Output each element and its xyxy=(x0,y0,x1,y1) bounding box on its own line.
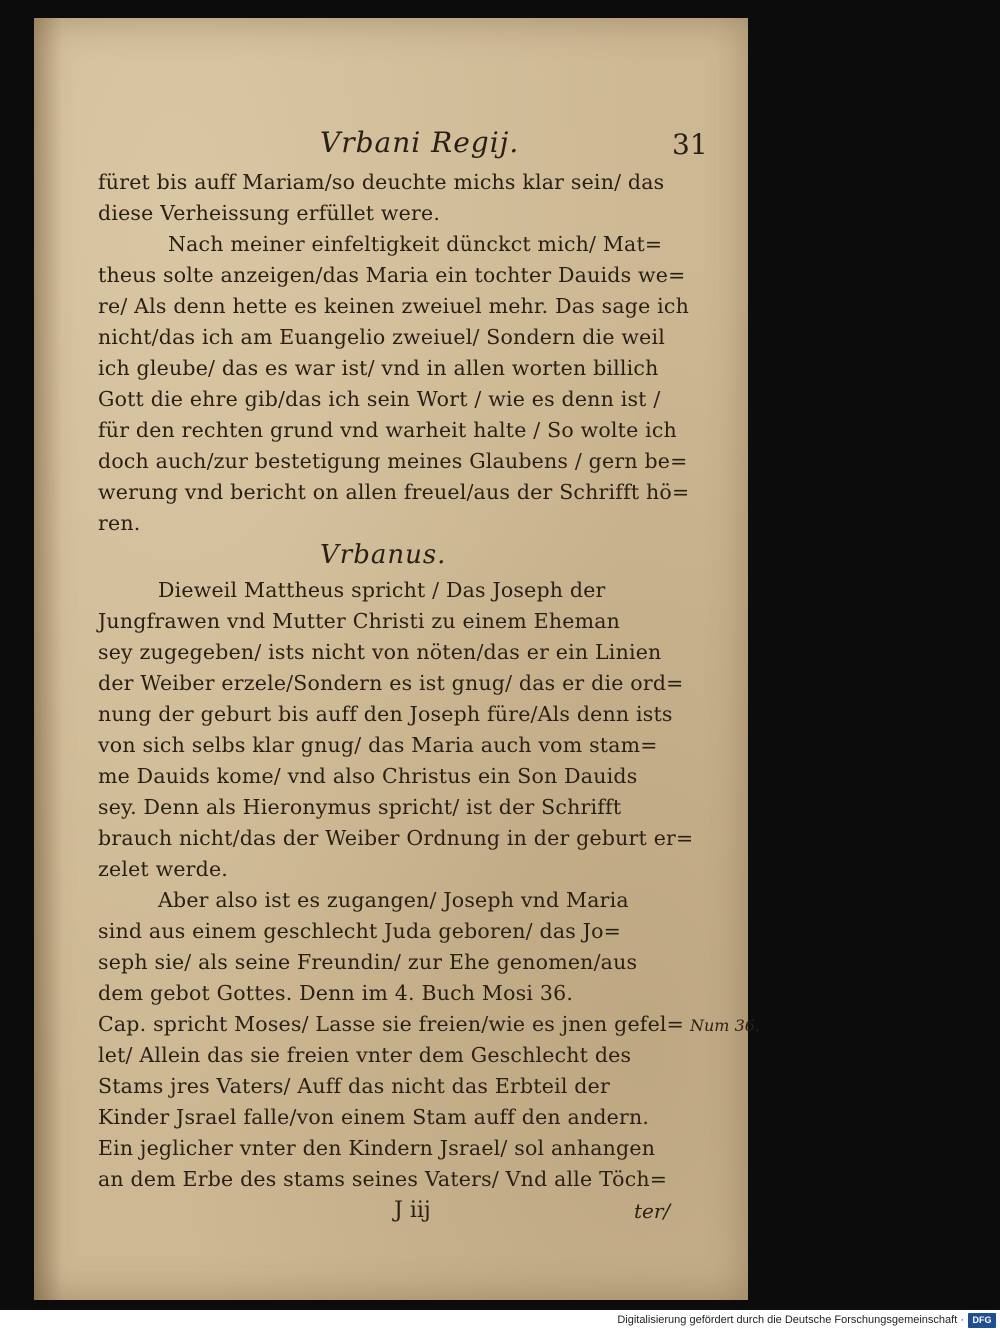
text-line: an dem Erbe des stams seines Vaters/ Vnd alle Töch= xyxy=(98,1167,668,1191)
dfg-logo: DFG xyxy=(968,1313,996,1328)
text-line: Ein jeglicher vnter den Kindern Jsrael/ sol anhangen xyxy=(98,1136,656,1160)
text-line: sey. Denn als Hieronymus spricht/ ist der Schrifft xyxy=(98,795,622,819)
text-line: ich gleube/ das es war ist/ vnd in allen worten billich xyxy=(98,356,659,380)
signature-mark: J iij xyxy=(394,1198,431,1223)
text-line: füret bis auff Mariam/so deuchte michs klar sein/ das xyxy=(98,170,665,194)
text-line: doch auch/zur bestetigung meines Glaubens / gern be= xyxy=(98,449,688,473)
text-line: diese Verheissung erfüllet were. xyxy=(98,201,441,225)
text-line: nicht/das ich am Euangelio zweiuel/ Sondern die weil xyxy=(98,325,665,349)
text-line: zelet werde. xyxy=(98,857,229,881)
text-line: ren. xyxy=(98,511,141,535)
text-line: dem gebot Gottes. Denn im 4. Buch Mosi 36. xyxy=(98,981,574,1005)
text-line: werung vnd bericht on allen freuel/aus der Schrifft hö= xyxy=(98,480,690,504)
text-line: let/ Allein das sie freien vnter dem Geschlecht des xyxy=(98,1043,632,1067)
catchword: ter/ xyxy=(634,1199,671,1223)
text-line: Kinder Jsrael falle/von einem Stam auff den andern. xyxy=(98,1105,650,1129)
text-line: Aber also ist es zugangen/ Joseph vnd Maria xyxy=(158,888,629,912)
text-line: seph sie/ als seine Freundin/ zur Ehe genomen/aus xyxy=(98,950,638,974)
text-line: Jungfrawen vnd Mutter Christi zu einem Eheman xyxy=(98,609,621,633)
text-line: der Weiber erzele/Sondern es ist gnug/ das er die ord= xyxy=(98,671,684,695)
page-number: 31 xyxy=(672,128,708,161)
text-line: Dieweil Mattheus spricht / Das Joseph der xyxy=(158,578,606,602)
text-line: re/ Als denn hette es keinen zweiuel mehr. Das sage ich xyxy=(98,294,689,318)
text-line: Nach meiner einfeltigkeit dünckct mich/ Mat= xyxy=(168,232,663,256)
text-line: Cap. spricht Moses/ Lasse sie freien/wie es jnen gefel= xyxy=(98,1012,685,1036)
text-line: nung der geburt bis auff den Joseph füre/Als denn ists xyxy=(98,702,673,726)
text-line: me Dauids kome/ vnd also Christus ein Son Dauids xyxy=(98,764,638,788)
text-line: sind aus einem geschlecht Juda geboren/ das Jo= xyxy=(98,919,622,943)
text-line: für den rechten grund vnd warheit halte / So wolte ich xyxy=(98,418,677,442)
scanned-page xyxy=(34,18,761,1300)
funding-credit: Digitalisierung gefördert durch die Deutsche Forschungsgemeinschaft · xyxy=(617,1314,964,1326)
text-line: Gott die ehre gib/das ich sein Wort / wie es denn ist / xyxy=(98,387,661,411)
marginal-note: Num 36. xyxy=(690,1016,761,1035)
text-line: theus solte anzeigen/das Maria ein tochter Dauids we= xyxy=(98,263,686,287)
text-line: von sich selbs klar gnug/ das Maria auch vom stam= xyxy=(98,733,658,757)
running-head: Vrbani Regij. xyxy=(320,126,520,159)
text-line: Stams jres Vaters/ Auff das nicht das Erbteil der xyxy=(98,1074,610,1098)
footer-bar xyxy=(0,1310,1000,1333)
text-line: brauch nicht/das der Weiber Ordnung in der geburt er= xyxy=(98,826,694,850)
text-line: sey zugegeben/ ists nicht von nöten/das er ein Linien xyxy=(98,640,662,664)
section-heading: Vrbanus. xyxy=(320,540,447,570)
